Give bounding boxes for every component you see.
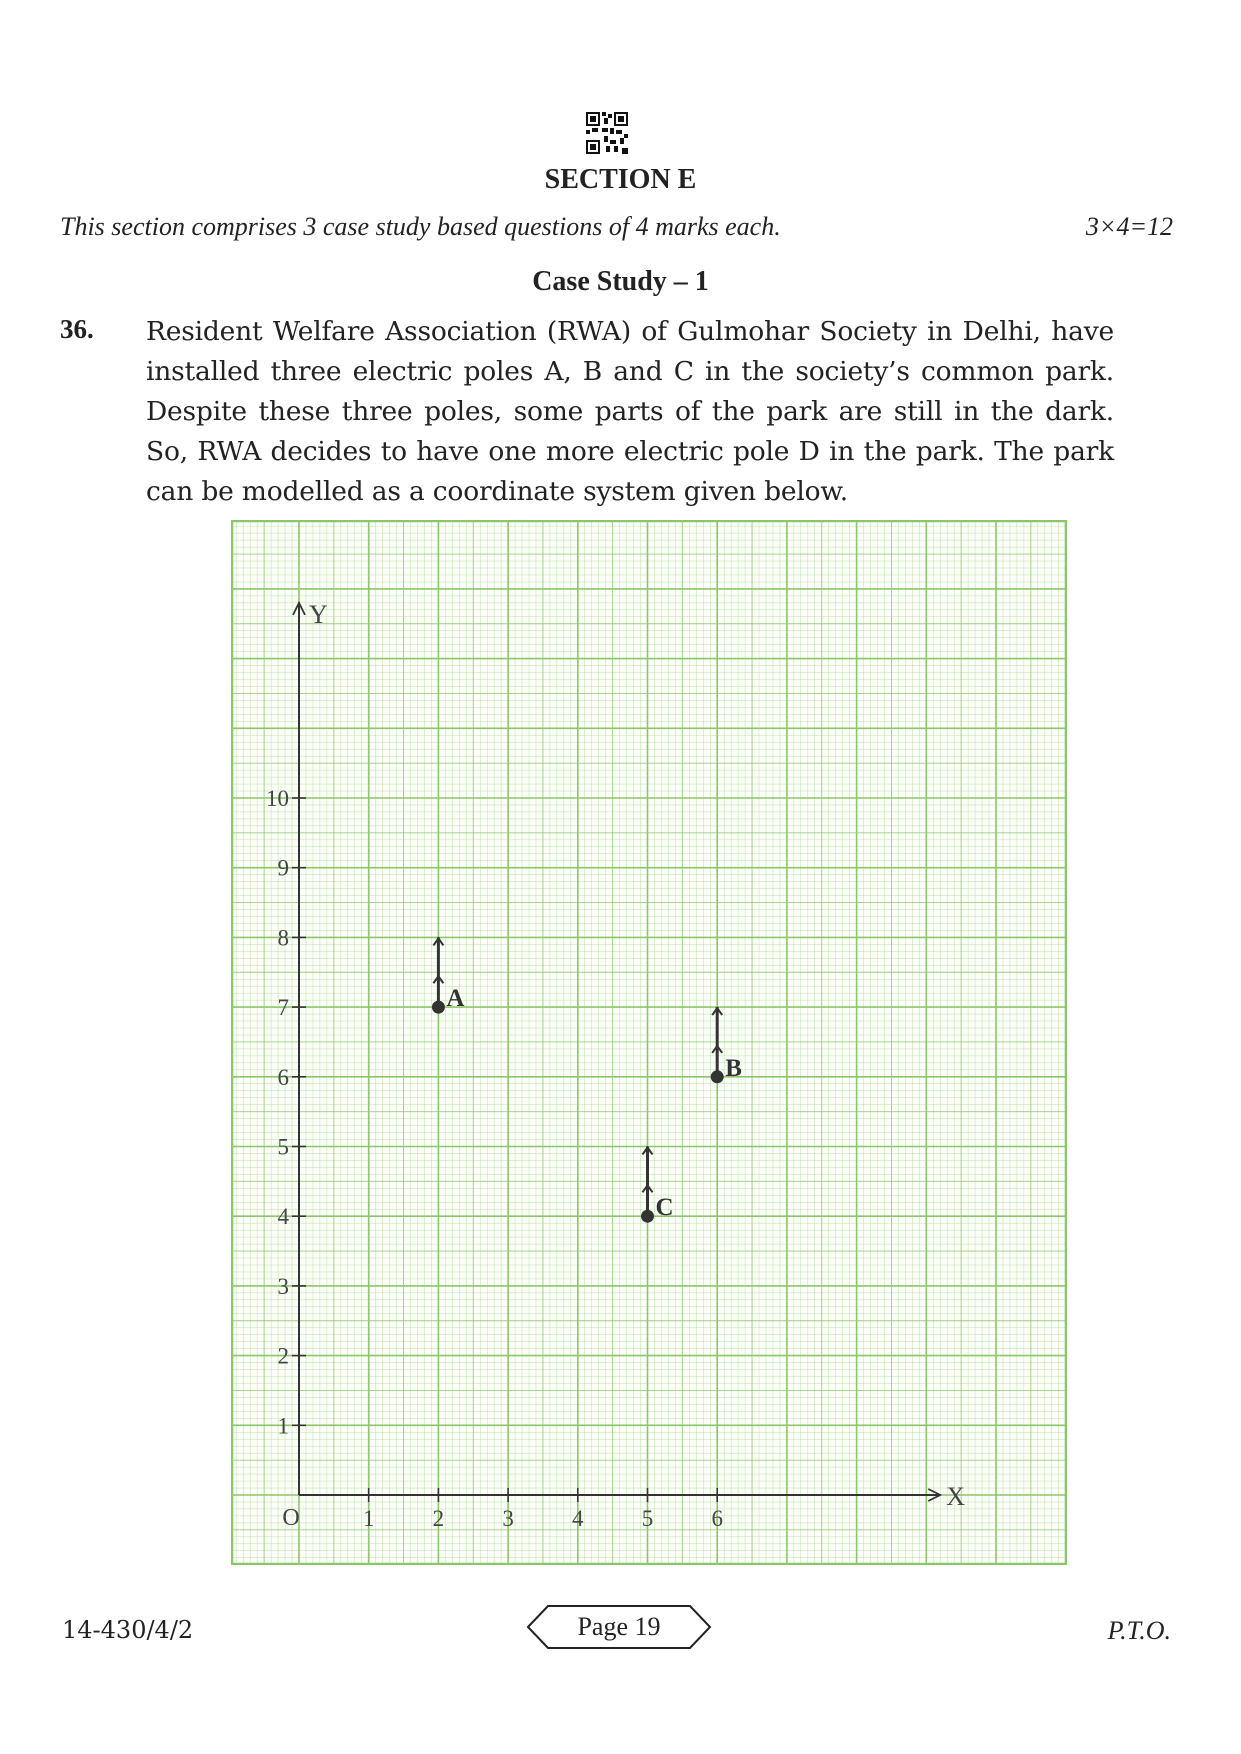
point-A-label: A [446,985,465,1013]
y-tick-label: 7 [277,995,289,1021]
x-tick-label: 4 [572,1506,584,1531]
y-tick-label: 1 [277,1413,289,1439]
point-B [711,1070,724,1083]
point-A [432,1001,445,1014]
x-tick-label: 6 [711,1506,723,1531]
x-tick-label: 5 [641,1506,654,1531]
paper-code: 14-430/4/2 [62,1616,194,1644]
x-axis-label: X [946,1482,966,1511]
x-tick-label: 1 [362,1506,375,1531]
y-tick-label: 8 [277,925,289,951]
y-tick-label: 5 [277,1134,289,1160]
qr-code-icon [586,112,628,154]
y-tick-label: 3 [277,1273,289,1299]
x-tick-label: 3 [502,1506,514,1531]
x-tick-label: 2 [432,1506,445,1531]
y-tick-label: 4 [277,1204,289,1230]
coordinate-graph [231,520,1067,1565]
y-axis-label: Y [309,599,328,629]
pto-label: P.T.O. [1107,1616,1171,1645]
y-tick-label: 9 [277,855,289,881]
question-text: Resident Welfare Association (RWA) of Gulmohar Society in Delhi, have installed three electric poles A, B and C in the society’s common park. Despite these three poles, some parts of the park are still in the dark. So, RWA decides to have one more electric pole D in the park. The park can be modelled as a coordinate system given below. [146,316,1114,507]
case-study-title: Case Study – 1 [532,266,709,297]
origin-label: O [282,1505,300,1531]
question-number: 36. [60,314,94,344]
y-tick-label: 2 [277,1343,289,1369]
section-marks: 3×4=12 [1085,212,1173,241]
y-tick-label: 6 [277,1064,289,1090]
point-C-label: C [655,1194,674,1222]
point-B-label: B [725,1054,742,1082]
page-number: Page 19 [577,1612,661,1641]
point-C [641,1210,654,1223]
section-title: SECTION E [544,164,697,195]
y-tick-label: 10 [266,786,289,811]
graph-background [231,520,1067,1565]
section-instruction: This section comprises 3 case study based questions of 4 marks each. [60,212,781,241]
